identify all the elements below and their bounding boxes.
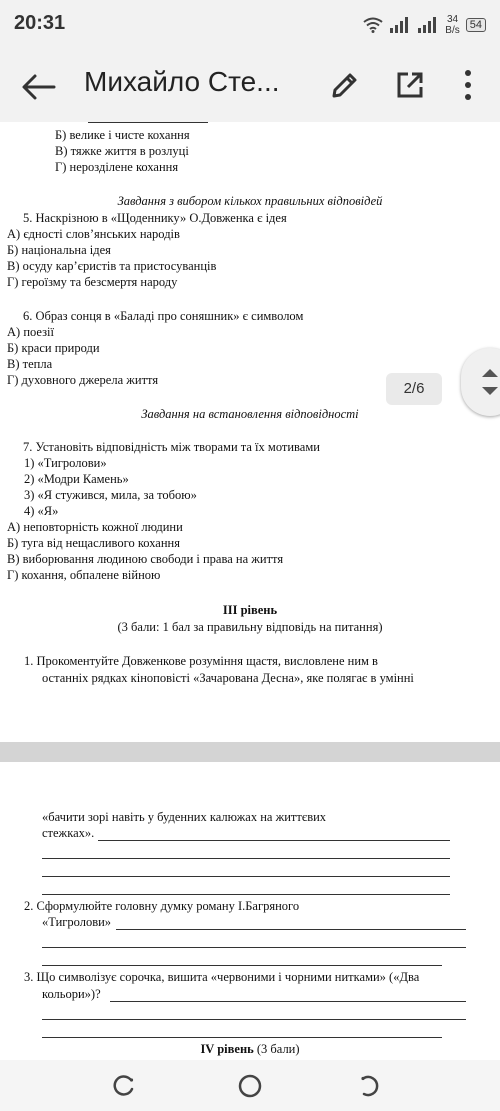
q7-text: 7. Установіть відповідність між творами та їх мотивами xyxy=(23,440,320,454)
answer-line xyxy=(42,965,442,966)
document-page-2 xyxy=(0,762,500,1060)
page-separator xyxy=(0,742,500,762)
q1-continued-line-1: «бачити зорі навіть у буденних калюжах на життєвих xyxy=(42,810,327,824)
network-speed xyxy=(445,14,459,36)
q7-option-d: Г) кохання, обпалене війною xyxy=(7,568,161,582)
answer-line xyxy=(42,894,450,895)
document-viewer[interactable] xyxy=(0,122,500,1060)
q6-option-a: А) поезії xyxy=(7,325,54,339)
back-arrow-icon[interactable] xyxy=(20,72,56,102)
q5-option-b: Б) національна ідея xyxy=(7,243,111,257)
speed-unit: B/s xyxy=(445,25,460,36)
q7-option-a: А) неповторність кожної людини xyxy=(7,520,183,534)
home-icon[interactable] xyxy=(236,1072,264,1100)
q4-option-b: Б) велике і чисте кохання xyxy=(55,128,190,142)
q7-work-3: 3) «Я стужився, мила, за тобою» xyxy=(24,488,197,502)
wifi-icon xyxy=(363,17,383,33)
q6-text: 6. Образ сонця в «Баладі про соняшник» є символом xyxy=(23,309,304,323)
q7-option-c: В) виборювання людиною свободи і права на життя xyxy=(7,552,284,566)
navigation-bar xyxy=(0,1060,500,1111)
open-external-icon[interactable] xyxy=(395,70,425,100)
q5-option-d: Г) героїзму та безсмертя народу xyxy=(7,275,178,289)
q2-line-1: 2. Сформулюйте головну думку роману І.Багряного xyxy=(24,899,300,913)
level3-subtitle: (3 бали: 1 бал за правильну відповідь на питання) xyxy=(117,620,383,634)
back-nav-icon[interactable] xyxy=(356,1072,384,1100)
q7-option-b: Б) туга від нещасливого кохання xyxy=(7,536,180,550)
edit-pencil-icon[interactable] xyxy=(330,70,360,100)
document-title: Михайло Сте... xyxy=(84,66,280,97)
answer-line xyxy=(116,929,466,930)
speed-value: 34 xyxy=(446,14,459,25)
status-bar xyxy=(0,0,500,50)
q3-line-1: 3. Що символізує сорочка, вишита «червоними і чорними нитками» («Два xyxy=(24,970,420,984)
q6-option-b: Б) краси природи xyxy=(7,341,100,355)
q1-continued-line-2: стежках». xyxy=(42,826,95,840)
q7-work-1: 1) «Тигролови» xyxy=(24,456,107,470)
page-indicator: 2/6 xyxy=(386,373,442,405)
q5-option-a: А) єдності слов’янських народів xyxy=(7,227,180,241)
level4-title xyxy=(0,1042,500,1057)
status-icons xyxy=(363,10,486,40)
answer-line xyxy=(42,876,450,877)
section-multiple-choice: Завдання з вибором кількох правильних відповідей xyxy=(117,194,383,208)
signal-icon-2 xyxy=(417,17,439,33)
q5-text: 5. Наскрізною в «Щоденнику» О.Довженка є ідея xyxy=(23,211,287,225)
level3-title: ІІІ рівень xyxy=(222,603,278,617)
level4-points: (3 бали) xyxy=(253,1042,300,1056)
q5-option-c: В) осуду кар’єристів та пристосуванців xyxy=(7,259,217,273)
status-time: 20:31 xyxy=(14,12,66,34)
battery-icon: 54 xyxy=(466,18,486,32)
scroll-arrows-icon xyxy=(461,348,500,416)
answer-line xyxy=(42,1019,466,1020)
fast-scroll-handle[interactable] xyxy=(461,348,500,416)
document-page-1 xyxy=(0,122,500,742)
q1-line-2: останніх рядках кіноповісті «Зачарована Десна», яке полягає в умінні xyxy=(42,671,414,685)
recent-apps-icon[interactable] xyxy=(110,1072,138,1100)
more-vert-icon[interactable] xyxy=(458,68,478,102)
answer-line xyxy=(42,858,450,859)
q7-work-4: 4) «Я» xyxy=(24,504,59,518)
cut-line xyxy=(88,122,208,123)
signal-icon xyxy=(389,17,411,33)
q6-option-c: В) тепла xyxy=(7,357,53,371)
q1-line-1: 1. Прокоментуйте Довженкове розуміння щастя, висловлене ним в xyxy=(24,654,378,668)
level4-label: IV рівень xyxy=(200,1042,254,1056)
app-bar xyxy=(0,50,500,122)
q4-option-c: В) тяжке життя в розлуці xyxy=(55,144,189,158)
q7-work-2: 2) «Модри Камень» xyxy=(24,472,129,486)
section-matching: Завдання на встановлення відповідності xyxy=(141,407,359,421)
answer-line xyxy=(42,1037,442,1038)
answer-line xyxy=(42,947,466,948)
q4-option-d: Г) нерозділене кохання xyxy=(55,160,179,174)
answer-line xyxy=(110,1001,466,1002)
q3-line-2: кольори»)? xyxy=(42,987,101,1001)
q2-line-2: «Тигролови» xyxy=(42,915,112,929)
answer-line xyxy=(98,840,450,841)
q6-option-d: Г) духовного джерела життя xyxy=(7,373,159,387)
